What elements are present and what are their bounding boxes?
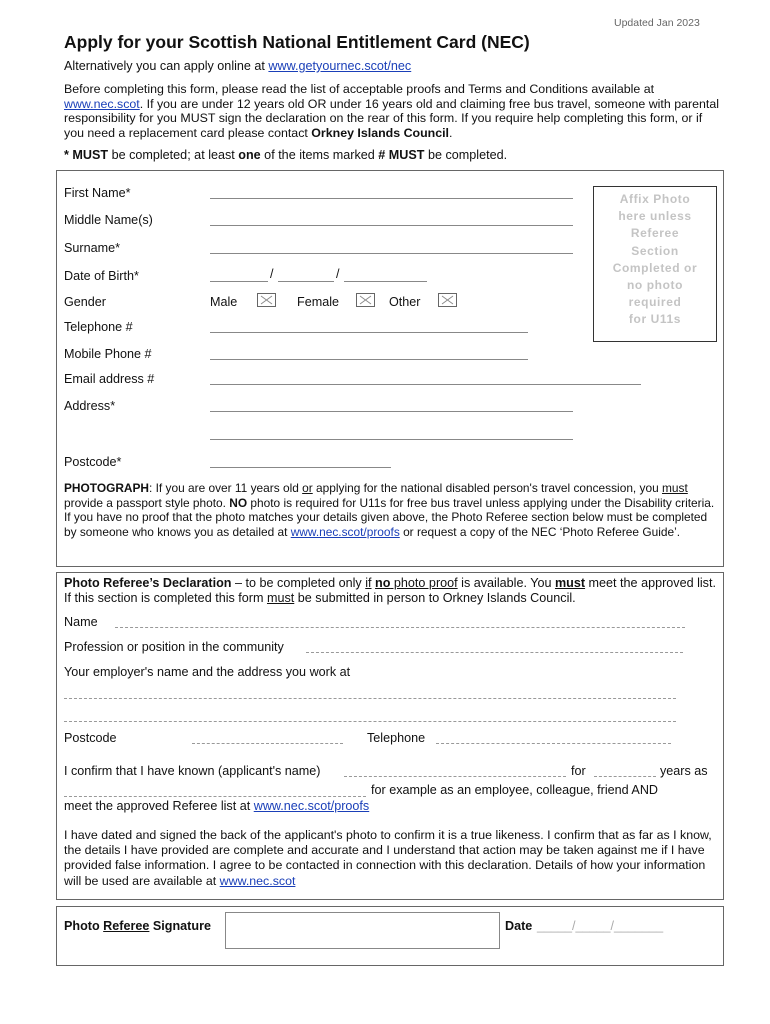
must-d: of the items marked [260, 148, 379, 162]
confirm-meet-text: meet the approved Referee list at [64, 799, 254, 813]
referee-signature-field[interactable] [225, 912, 500, 949]
page-title: Apply for your Scottish National Entitlement Card (NEC) [64, 32, 530, 52]
photograph-text-c: provide a passport style photo. [64, 495, 230, 510]
gender-label: Gender [64, 295, 107, 309]
declaration-text: I have dated and signed the back of the applicant's photo to confirm it is a true likeness. I confirm that as far as I know, the details I have provided are complete and accurate and I understand that action may be taken against me if I have provided false information. I agree to be contacted in connection with this declaration. Details of how your information will be used are available at [64, 828, 712, 888]
middle-name-field[interactable] [210, 213, 573, 226]
middle-name-label: Middle Name(s) [64, 213, 153, 227]
female-checkbox[interactable] [356, 293, 375, 307]
surname-field[interactable] [210, 241, 573, 254]
profession-field[interactable] [306, 640, 683, 653]
photo-box-line: no photo [626, 278, 684, 293]
surname-label: Surname* [64, 241, 121, 255]
referee-name-field[interactable] [115, 615, 685, 628]
dob-label: Date of Birth* [64, 269, 139, 283]
male-label: Male [210, 295, 238, 309]
dob-year-field[interactable] [344, 269, 427, 282]
photo-box-line: Completed or [612, 260, 698, 275]
photograph-text-b: applying for the national disabled person's travel concession, you [312, 481, 663, 495]
first-name-field[interactable] [210, 186, 573, 199]
signature-photo-word: Photo [64, 919, 104, 933]
confirm-known-label: I confirm that I have known (applicant's name) [64, 764, 321, 778]
online-apply-line [64, 59, 411, 74]
photo-box-line: here unless [618, 209, 692, 224]
referee-postcode-label: Postcode [64, 731, 117, 745]
referee-name-label: Name [64, 615, 98, 629]
intro-end: . [449, 126, 453, 141]
photo-box-line: Referee [630, 226, 680, 241]
photograph-heading: PHOTOGRAPH [64, 481, 150, 495]
postcode-label: Postcode* [64, 455, 122, 469]
photograph-text-a: : If you are over 11 years old [149, 481, 303, 495]
nec-link[interactable]: www.nec.scot [64, 96, 140, 111]
cross-icon [441, 295, 454, 305]
signature-word: Signature [149, 919, 211, 933]
telephone-field[interactable] [210, 320, 528, 333]
confirm-meet-line [64, 799, 369, 813]
must-c: one [238, 148, 261, 162]
photo-box-line: required [628, 295, 682, 310]
first-name-label: First Name* [64, 186, 131, 200]
signature-referee-word: Referee [103, 919, 150, 933]
getyournec-link[interactable]: www.getyournec.scot/nec [268, 59, 412, 73]
council-name: Orkney Islands Council [311, 126, 449, 141]
signature-label [64, 919, 211, 933]
email-label: Email address # [64, 372, 155, 386]
referee-proofs-link[interactable]: www.nec.scot/proofs [253, 799, 370, 813]
intro-text-a: Before completing this form, please read the list of acceptable proofs and Terms and Conditions available at [64, 82, 655, 96]
address-line-2-field[interactable] [210, 427, 573, 440]
intro-text-b: . If you are under 12 years old OR under 16 years old and claiming free bus travel, someone with parental responsibility for you MUST sign the declaration on the rear of this form. If you require help completing this form, or if you need a replacement card please contact [64, 96, 719, 141]
telephone-label: Telephone # [64, 320, 133, 334]
online-apply-text: Alternatively you can apply online at [64, 59, 269, 73]
cross-icon [260, 295, 273, 305]
confirm-example-label: for example as an employee, colleague, friend AND [371, 783, 659, 797]
employer-label: Your employer's name and the address you work at [64, 665, 351, 679]
must-notice [64, 148, 507, 162]
referee-telephone-label: Telephone [367, 731, 426, 745]
photo-box-line: for U11s [628, 312, 682, 327]
referee-heading [64, 576, 718, 606]
address-line-1-field[interactable] [210, 399, 573, 412]
email-field[interactable] [210, 372, 641, 385]
referee-telephone-field[interactable] [436, 731, 671, 744]
photograph-no: NO [229, 495, 248, 510]
profession-label: Profession or position in the community [64, 640, 284, 654]
date-field[interactable]: _____/_____/_______ [537, 919, 664, 933]
relationship-field[interactable] [64, 784, 366, 797]
other-checkbox[interactable] [438, 293, 457, 307]
mobile-field[interactable] [210, 347, 528, 360]
referee-no: no [375, 576, 391, 590]
dob-month-field[interactable] [278, 269, 334, 282]
dob-day-field[interactable] [210, 269, 268, 282]
photograph-text-d: photo is required for U11s for free bus travel unless applying under the Disability criteria. If you have no proof that the photo matches your details given above, the Photo Referee section below must be completed by someone who knows you as detailed at [64, 495, 715, 539]
confirm-years-label: years as [660, 764, 708, 778]
photograph-or: or [302, 481, 313, 495]
cross-icon [359, 295, 372, 305]
dob-separator-2: / [336, 267, 340, 281]
photo-box-line: Section [631, 243, 679, 258]
applicant-name-field[interactable] [344, 764, 566, 777]
confirm-for-label: for [571, 764, 586, 778]
intro-paragraph [64, 82, 724, 141]
photo-box-line: Affix Photo [619, 192, 691, 206]
female-label: Female [297, 295, 339, 309]
referee-text-c: meet the approved list. If this section is completed this form [64, 576, 716, 605]
referee-postcode-field[interactable] [192, 731, 343, 744]
employer-line-2-field[interactable] [64, 709, 676, 722]
must-e: # MUST [378, 148, 425, 162]
updated-date: Updated Jan 2023 [614, 17, 700, 29]
referee-text-a: – to be completed only [231, 576, 366, 590]
referee-declaration [64, 828, 720, 889]
photograph-text-e: or request a copy of the NEC ‘Photo Referee Guide’. [399, 524, 681, 539]
referee-if: if [365, 576, 372, 590]
years-known-field[interactable] [594, 764, 656, 777]
referee-title: Photo Referee’s Declaration [64, 576, 232, 590]
other-label: Other [389, 295, 421, 309]
mobile-label: Mobile Phone # [64, 347, 152, 361]
affix-photo-box[interactable] [593, 186, 717, 342]
referee-photo-proof: photo proof [390, 576, 458, 590]
nec-info-link[interactable]: www.nec.scot [219, 873, 296, 888]
photograph-must: must [662, 481, 688, 495]
dob-separator-1: / [270, 267, 274, 281]
employer-line-1-field[interactable] [64, 686, 676, 699]
postcode-field[interactable] [210, 455, 391, 468]
proofs-link[interactable]: www.nec.scot/proofs [290, 524, 400, 539]
male-checkbox[interactable] [257, 293, 276, 307]
referee-must-2: must [266, 591, 295, 605]
date-label: Date [505, 919, 533, 933]
photograph-instructions [64, 481, 718, 539]
referee-text-b: is available. You [457, 576, 555, 590]
must-a: * MUST [64, 148, 109, 162]
address-label: Address* [64, 399, 116, 413]
referee-text-d: be submitted in person to Orkney Islands Council. [294, 591, 576, 605]
referee-must: must [554, 576, 586, 590]
must-b: be completed; at least [108, 148, 239, 162]
must-f: be completed. [424, 148, 508, 162]
